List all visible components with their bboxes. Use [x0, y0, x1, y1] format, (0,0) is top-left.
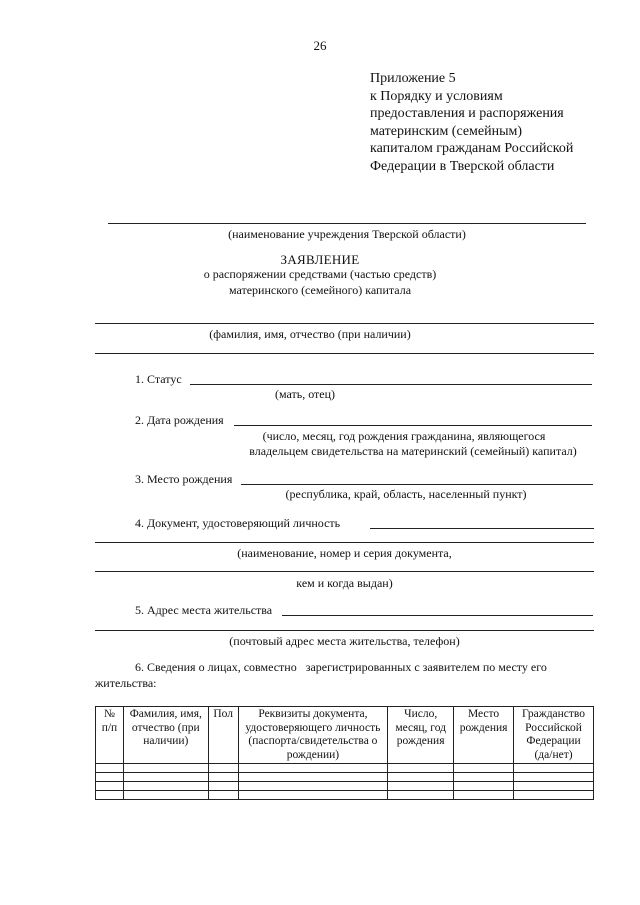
address-field-line[interactable] [282, 615, 593, 616]
appendix-line: капиталом гражданам Российской [370, 141, 574, 156]
table-cell[interactable] [208, 782, 238, 791]
table-cell[interactable] [514, 773, 594, 782]
table-cell[interactable] [123, 791, 208, 800]
table-cell[interactable] [123, 782, 208, 791]
table-cell[interactable] [238, 791, 388, 800]
table-header-row [96, 707, 594, 764]
document-title: ЗАЯВЛЕНИЕ [280, 252, 360, 267]
birthplace-label: 3. Место рождения [135, 472, 233, 486]
table-cell[interactable] [454, 764, 514, 773]
address-label: 5. Адрес места жительства [135, 603, 273, 617]
appendix-line: предоставления и распоряжения [370, 106, 564, 121]
table-cell[interactable] [388, 782, 454, 791]
persons-table [95, 706, 594, 800]
table-row [96, 764, 594, 773]
appendix-line: Приложение 5 [370, 71, 456, 86]
institution-line[interactable] [108, 223, 586, 224]
document-field-line-3[interactable] [95, 571, 594, 572]
table-cell[interactable] [96, 764, 124, 773]
table-cell[interactable] [454, 782, 514, 791]
birthdate-field-line[interactable] [234, 425, 592, 426]
status-caption: (мать, отец) [274, 387, 336, 401]
address-field-line-2[interactable] [95, 630, 594, 631]
table-cell[interactable] [208, 764, 238, 773]
table-row [96, 773, 594, 782]
table-cell[interactable] [454, 791, 514, 800]
birthdate-caption: (число, месяц, год рождения гражданина, являющегося [262, 429, 546, 443]
table-cell[interactable] [238, 773, 388, 782]
birthdate-label: 2. Дата рождения [135, 413, 224, 427]
status-field-line[interactable] [190, 384, 592, 385]
birthplace-field-line[interactable] [241, 484, 593, 485]
col-header-birthplace: Место рождения [454, 707, 514, 764]
col-header-fio: Фамилия, имя, отчество (при наличии) [123, 707, 208, 764]
table-cell[interactable] [514, 782, 594, 791]
birthdate-caption: владельцем свидетельства на материнский (семейный) капитал) [249, 444, 577, 458]
appendix-line: материнским (семейным) [370, 123, 523, 139]
table-cell[interactable] [388, 791, 454, 800]
table-cell[interactable] [388, 764, 454, 773]
col-header-birthdate: Число, месяц, год рождения [388, 707, 454, 764]
persons-label: 6. Сведения о лицах, совместно зарегистрированных с заявителем по месту его [135, 660, 547, 674]
table-cell[interactable] [123, 764, 208, 773]
persons-label-cont: жительства: [95, 676, 157, 690]
document-field-line-2[interactable] [95, 542, 594, 543]
institution-caption: (наименование учреждения Тверской области) [228, 227, 466, 241]
table-cell[interactable] [208, 773, 238, 782]
table-cell[interactable] [514, 791, 594, 800]
fio-line[interactable] [95, 323, 594, 324]
table-cell[interactable] [123, 773, 208, 782]
page-number: 26 [313, 38, 327, 53]
table-cell[interactable] [454, 773, 514, 782]
table-row [96, 782, 594, 791]
table-cell[interactable] [238, 764, 388, 773]
table-cell[interactable] [96, 791, 124, 800]
table-cell[interactable] [208, 791, 238, 800]
col-header-citizenship: Гражданство Российской Федерации (да/нет) [514, 707, 594, 764]
table-cell[interactable] [388, 773, 454, 782]
title-subline: материнского (семейного) капитала [228, 283, 412, 297]
table-cell[interactable] [96, 773, 124, 782]
document-field-line[interactable] [370, 528, 594, 529]
col-header-document: Реквизиты документа, удостоверяющего личность (паспорта/свидетельства о рождении) [238, 707, 388, 764]
col-header-sex: Пол [208, 707, 238, 764]
document-caption: (наименование, номер и серия документа, [237, 546, 452, 560]
table-cell[interactable] [96, 782, 124, 791]
fio-line-2[interactable] [95, 353, 594, 354]
status-label: 1. Статус [135, 372, 182, 386]
address-caption: (почтовый адрес места жительства, телефон) [229, 634, 460, 648]
col-header-number: № п/п [96, 707, 124, 764]
table-row [96, 791, 594, 800]
fio-caption: (фамилия, имя, отчество (при наличии) [209, 327, 411, 341]
appendix-block [370, 70, 620, 175]
table-cell[interactable] [514, 764, 594, 773]
title-subline: о распоряжении средствами (частью средств) [203, 267, 437, 281]
document-label: 4. Документ, удостоверяющий личность [135, 516, 341, 530]
birthplace-caption: (республика, край, область, населенный пункт) [285, 487, 527, 501]
appendix-line: к Порядку и условиям [370, 88, 503, 104]
table-cell[interactable] [238, 782, 388, 791]
appendix-line: Федерации в Тверской области [370, 158, 555, 174]
document-caption: кем и когда выдан) [296, 576, 393, 590]
